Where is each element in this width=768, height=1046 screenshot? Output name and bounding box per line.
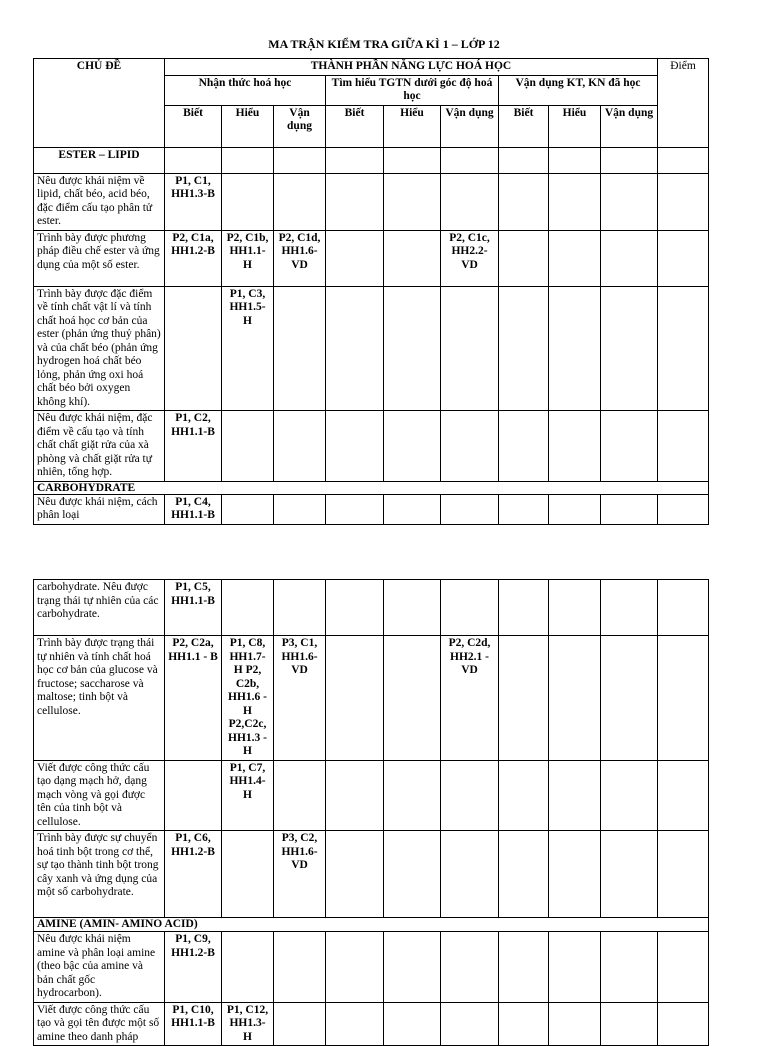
matrix-cell [601,494,658,524]
matrix-cell [499,636,549,761]
matrix-cell [222,831,274,918]
table-row [34,173,709,230]
matrix-cell [384,494,441,524]
table-row [34,932,709,1003]
level-hieu: Hiểu [222,105,274,147]
topic-cell: Nêu được khái niệm, đặc điểm về cấu tạo và tính chất chất giặt rửa của xà phòng và chất giặt rửa tự nhiên, tổng hợp. [34,411,165,482]
matrix-cell [601,173,658,230]
matrix-cell [658,286,709,411]
header-chu-de: CHỦ ĐỀ [34,59,165,148]
matrix-cell [326,494,384,524]
topic-cell: Trình bày được đặc điểm về tính chất vật lí và tính chất hoá học cơ bản của ester (phản ứng thuỷ phân) và của chất béo (phản ứng hydrogen hoá chất béo lỏng, phản ứng oxi hoá chất béo bởi oxygen không khí). [34,286,165,411]
header-thanh-phan: THÀNH PHẦN NĂNG LỰC HOÁ HỌC [165,59,658,76]
topic-cell: carbohydrate. Nêu được trạng thái tự nhiên của các carbohydrate. [34,580,165,636]
matrix-cell: P1, C2, HH1.1-B [165,411,222,482]
table-row [34,286,709,411]
matrix-cell [549,173,601,230]
matrix-cell [222,932,274,1003]
matrix-cell: P1, C10, HH1.1-B [165,1002,222,1046]
level-hieu: Hiểu [549,105,601,147]
matrix-cell [658,580,709,636]
section-carbohydrate: CARBOHYDRATE [34,481,709,494]
header-group-tim-hieu: Tìm hiểu TGTN dưới góc độ hoá học [326,75,499,105]
matrix-cell [601,286,658,411]
matrix-cell [274,173,326,230]
matrix-cell [658,932,709,1003]
matrix-cell [499,932,549,1003]
matrix-cell [384,636,441,761]
matrix-cell [601,230,658,286]
matrix-cell [499,580,549,636]
matrix-cell [658,636,709,761]
matrix-cell [499,230,549,286]
page-title: MA TRẬN KIỂM TRA GIỮA KÌ 1 – LỚP 12 [268,37,500,51]
matrix-cell [222,411,274,482]
matrix-table-part-1 [33,58,709,525]
matrix-cell [441,411,499,482]
level-biet: Biết [165,105,222,147]
section-row [34,147,709,173]
matrix-table-part-2 [33,579,709,1046]
matrix-cell [222,494,274,524]
matrix-cell [601,636,658,761]
table-row [34,494,709,524]
table-row [34,411,709,482]
matrix-cell [274,760,326,831]
topic-cell: Nêu được khái niệm amine và phân loại amine (theo bậc của amine và bản chất gốc hydrocarbon). [34,932,165,1003]
matrix-cell: P2, C2a, HH1.1 - B [165,636,222,761]
matrix-cell [384,286,441,411]
matrix-cell: P1, C12, HH1.3-H [222,1002,274,1046]
header-group-van-dung: Vận dụng KT, KN đã học [499,75,658,105]
matrix-cell [326,831,384,918]
level-biet: Biết [326,105,384,147]
matrix-cell [384,230,441,286]
matrix-cell [499,173,549,230]
section-row [34,481,709,494]
topic-cell: Trình bày được phương pháp điều chế ester và ứng dụng của một số ester. [34,230,165,286]
topic-cell: Viết được công thức cấu tạo và gọi tên được một số amine theo danh pháp [34,1002,165,1046]
matrix-cell: P2, C1d, HH1.6-VD [274,230,326,286]
matrix-cell: P2, C2d, HH2.1 - VD [441,636,499,761]
matrix-cell [549,286,601,411]
matrix-cell [384,760,441,831]
matrix-cell [499,494,549,524]
section-ester-lipid: ESTER – LIPID [34,147,165,173]
matrix-cell [658,230,709,286]
matrix-cell [222,580,274,636]
matrix-cell: P3, C1, HH1.6-VD [274,636,326,761]
matrix-cell [658,760,709,831]
matrix-cell: P1, C1, HH1.3-B [165,173,222,230]
section-row [34,918,709,932]
matrix-cell [549,411,601,482]
table-row [34,831,709,918]
matrix-cell [274,580,326,636]
header-group-nhan-thuc: Nhận thức hoá học [165,75,326,105]
matrix-cell [549,760,601,831]
level-van-dung: Vận dụng [441,105,499,147]
matrix-cell: P1, C9, HH1.2-B [165,932,222,1003]
matrix-cell [326,636,384,761]
matrix-cell [499,411,549,482]
matrix-cell [441,831,499,918]
matrix-cell [326,760,384,831]
matrix-cell [165,760,222,831]
matrix-cell [326,932,384,1003]
matrix-cell: P1, C4, HH1.1-B [165,494,222,524]
matrix-cell [549,230,601,286]
matrix-cell [384,831,441,918]
level-biet: Biết [499,105,549,147]
matrix-cell [326,173,384,230]
table-row [34,636,709,761]
matrix-cell: P1, C8, HH1.7-H P2, C2b, HH1.6 - H P2,C2c, HH1.3 - H [222,636,274,761]
matrix-cell [499,286,549,411]
table-row [34,580,709,636]
matrix-cell [658,411,709,482]
matrix-cell [658,831,709,918]
level-van-dung: Vận dụng [274,105,326,147]
matrix-cell [601,831,658,918]
matrix-cell [549,932,601,1003]
matrix-cell: P1, C3, HH1.5-H [222,286,274,411]
matrix-cell: P2, C1c, HH2.2-VD [441,230,499,286]
matrix-cell [384,580,441,636]
matrix-cell [601,932,658,1003]
matrix-cell [549,636,601,761]
level-van-dung: Vận dụng [601,105,658,147]
matrix-cell [384,932,441,1003]
matrix-cell [601,411,658,482]
matrix-cell [326,580,384,636]
matrix-cell [441,173,499,230]
table-row [34,230,709,286]
matrix-cell [165,286,222,411]
matrix-cell [549,580,601,636]
topic-cell: Trình bày được trạng thái tự nhiên và tính chất hoá học cơ bản của glucose và fructose; saccharose và maltose; tinh bột và cellulose. [34,636,165,761]
topic-cell: Nêu được khái niệm về lipid, chất béo, acid béo, đặc điểm cấu tạo phân tử ester. [34,173,165,230]
matrix-cell [326,411,384,482]
matrix-cell [384,173,441,230]
matrix-cell [441,580,499,636]
matrix-cell [274,932,326,1003]
matrix-cell: P2, C1a, HH1.2-B [165,230,222,286]
matrix-cell: P2, C1b, HH1.1-H [222,230,274,286]
matrix-cell [441,286,499,411]
matrix-cell [441,760,499,831]
topic-cell: Trình bày được sự chuyển hoá tinh bột trong cơ thể, sự tạo thành tinh bột trong cây xanh và ứng dụng của một số carbohydrate. [34,831,165,918]
matrix-cell [499,831,549,918]
matrix-cell [549,494,601,524]
matrix-cell [658,494,709,524]
matrix-cell: P1, C5, HH1.1-B [165,580,222,636]
matrix-cell [274,411,326,482]
level-hieu: Hiểu [384,105,441,147]
matrix-cell [326,230,384,286]
matrix-cell [601,580,658,636]
header-diem: Điểm [658,59,709,148]
matrix-cell [658,173,709,230]
section-amine: AMINE (AMIN- AMINO ACID) [34,918,709,932]
matrix-cell: P3, C2, HH1.6-VD [274,831,326,918]
matrix-cell [499,760,549,831]
topic-cell: Nêu được khái niệm, cách phân loại [34,494,165,524]
matrix-cell [384,411,441,482]
matrix-cell [274,494,326,524]
matrix-cell: P1, C6, HH1.2-B [165,831,222,918]
matrix-cell [274,286,326,411]
matrix-cell [549,831,601,918]
matrix-cell [601,760,658,831]
topic-cell: Viết được công thức cấu tạo dạng mạch hở, dạng mạch vòng và gọi được tên của tinh bột và cellulose. [34,760,165,831]
matrix-cell [222,173,274,230]
matrix-cell [441,494,499,524]
table-row [34,760,709,831]
matrix-cell: P1, C7, HH1.4-H [222,760,274,831]
matrix-cell [326,286,384,411]
matrix-cell [441,932,499,1003]
